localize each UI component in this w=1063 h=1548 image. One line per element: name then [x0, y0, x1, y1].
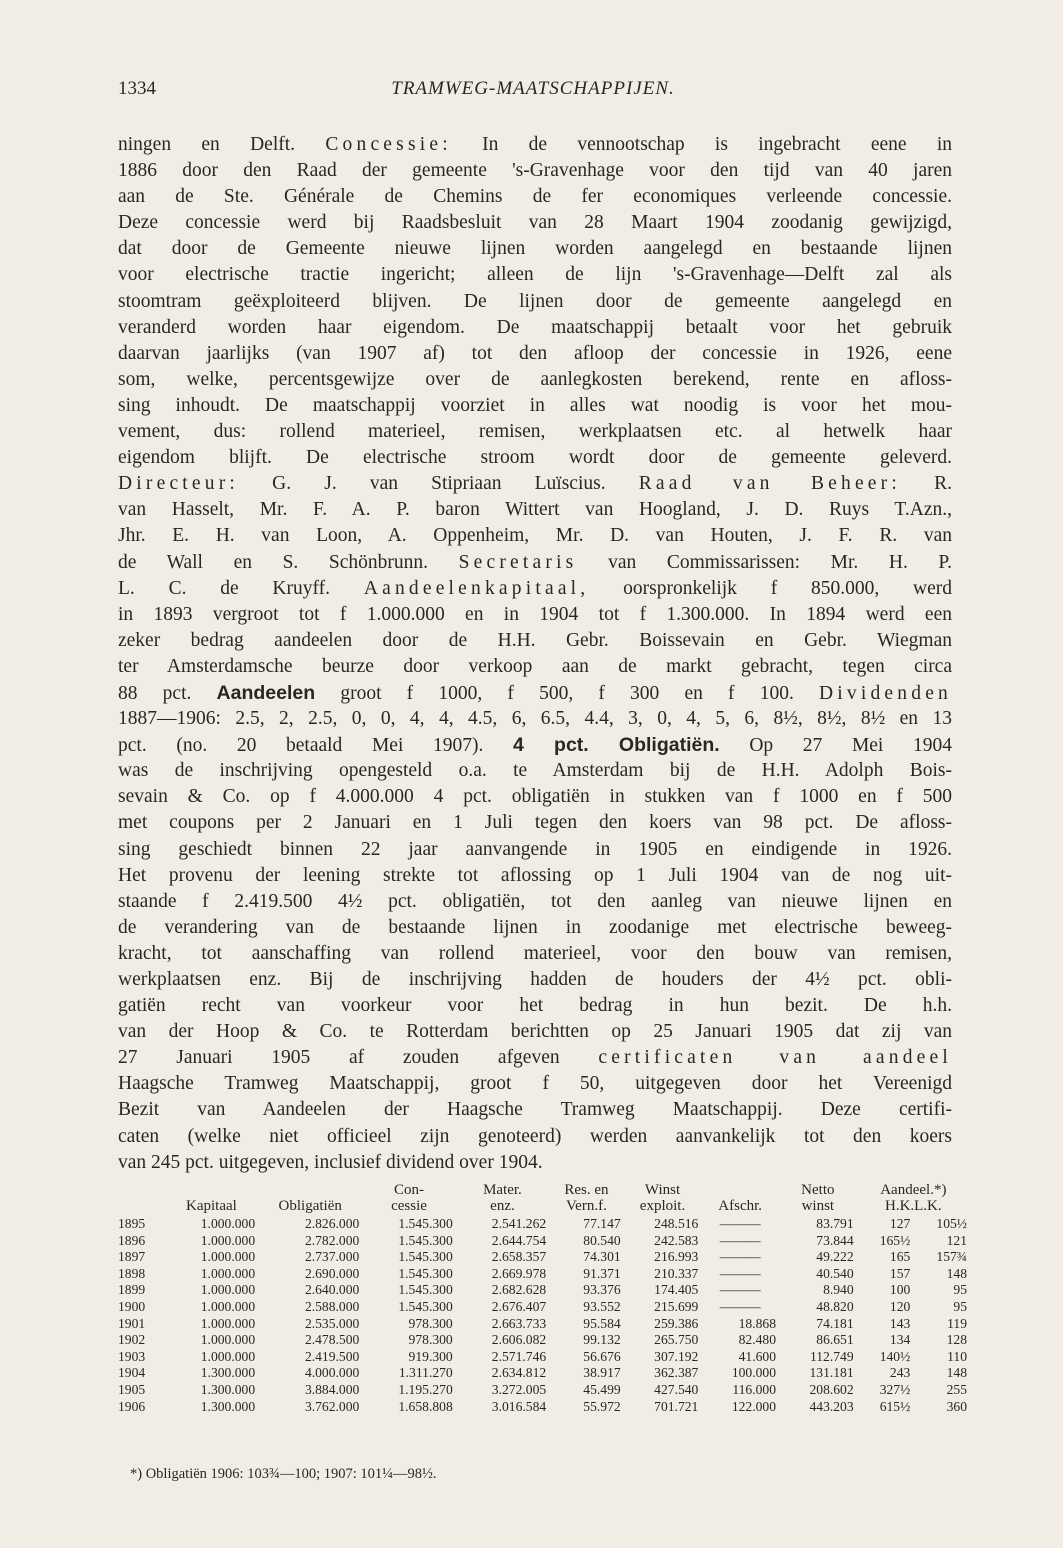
- text-segment: sing inhoudt. De maatschappij voorziet in alles wat noodig is voor het mou-: [118, 394, 952, 416]
- table-cell: 91.371: [583, 1265, 621, 1281]
- table-cell: 2.658.357: [491, 1249, 547, 1265]
- text-segment: voor electrische tractie ingericht; alleen de lijn 's-Gravenhage—Delft zal als: [118, 264, 952, 286]
- table-cell: ———: [719, 1298, 761, 1314]
- text-line: [118, 967, 952, 993]
- column-header: Res. en Vern.f.: [564, 1182, 609, 1214]
- table-cell: 105½: [936, 1216, 967, 1231]
- column-header: Winst exploit.: [639, 1182, 686, 1214]
- table-cell: 45.499: [583, 1381, 621, 1397]
- running-title: TRAMWEG-MAATSCHAPPIJEN.: [391, 78, 675, 99]
- table-cell: 74.181: [816, 1315, 854, 1331]
- table-cell: 443.203: [809, 1398, 854, 1414]
- text-segment: In de vennootschap is ingebracht eene in: [451, 134, 952, 155]
- table-cell: 49.222: [816, 1249, 854, 1265]
- table-row: [118, 1382, 970, 1399]
- bold-heading: 4 pct. Obligatiën.: [513, 734, 720, 757]
- text-line: [118, 628, 952, 654]
- table-cell: 131.181: [809, 1365, 854, 1381]
- table-cell: 978.300: [408, 1315, 453, 1331]
- text-segment: van der Hoop & Co. te Rotterdam berichtten op 25 Januari 1905 dat zij van: [118, 1021, 952, 1043]
- table-cell: 2.644.754: [491, 1232, 547, 1248]
- text-line: [118, 784, 952, 810]
- spaced-keyword: Directeur:: [118, 473, 240, 495]
- table-row: [118, 1349, 970, 1366]
- bold-heading: Aandeelen: [216, 681, 316, 704]
- table-cell: 2.669.978: [491, 1265, 547, 1281]
- table-cell: 128: [946, 1332, 967, 1348]
- table-cell: 1.195.270: [398, 1381, 453, 1397]
- table-cell: 3.016.584: [491, 1398, 547, 1414]
- text-line: [118, 576, 952, 602]
- text-line: [118, 680, 952, 706]
- column-header: Con- cessie: [391, 1182, 427, 1214]
- year-cell: 1905: [118, 1381, 146, 1397]
- table-cell: 80.540: [583, 1232, 621, 1248]
- table-cell: 1.000.000: [200, 1232, 256, 1248]
- table-row: [118, 1365, 970, 1382]
- year-cell: 1895: [118, 1216, 146, 1231]
- text-segment: 27 Januari 1905 af zouden afgeven: [118, 1047, 599, 1069]
- text-segment: aan de Ste. Générale de Chemins de fer economiques verleende concessie.: [118, 186, 952, 208]
- table-cell: 119: [947, 1315, 967, 1331]
- table-row: [118, 1282, 970, 1299]
- table-cell: 143: [889, 1315, 911, 1331]
- table-cell: 82.480: [738, 1332, 776, 1348]
- spaced-keyword: Aandeelenkapitaal,: [363, 577, 590, 599]
- table-cell: 3.884.000: [304, 1381, 360, 1397]
- table-row: [118, 1266, 970, 1283]
- text-segment: de Wall en S. Schönbrunn.: [118, 551, 459, 573]
- text-line: [118, 1019, 952, 1045]
- spaced-keyword: Dividenden: [819, 682, 952, 704]
- table-cell: 1.311.270: [398, 1365, 453, 1381]
- table-cell: 55.972: [583, 1398, 621, 1414]
- table-row: [118, 1249, 970, 1266]
- text-segment: oorspronkelijk f 850.000, werd: [589, 577, 952, 599]
- table-cell: 2.634.812: [491, 1365, 547, 1381]
- table-cell: ———: [719, 1232, 761, 1248]
- text-segment: daarvan jaarlijks (van 1907 af) tot den afloop der concessie in 1926, eene: [118, 342, 952, 364]
- text-segment: kracht, tot aanschaffing van rollend materieel, voor den bouw van remisen,: [118, 942, 952, 964]
- table-cell: 148: [946, 1265, 967, 1281]
- text-segment: sevain & Co. op f 4.000.000 4 pct. obligatiën in stukken van f 1000 en f 500: [118, 786, 952, 808]
- table-cell: 243: [889, 1365, 911, 1381]
- text-segment: Jhr. E. H. van Loon, A. Oppenheim, Mr. D. van Houten, J. F. R. van: [118, 525, 952, 547]
- table-row: [118, 1332, 970, 1349]
- text-line: [118, 1045, 952, 1071]
- table-cell: 110: [947, 1348, 967, 1364]
- table-cell: 2.826.000: [304, 1216, 360, 1231]
- table-cell: 100.000: [731, 1365, 776, 1381]
- year-cell: 1903: [118, 1348, 146, 1364]
- text-line: [118, 497, 952, 523]
- table-row: [118, 1316, 970, 1333]
- column-header: Mater. enz.: [483, 1182, 522, 1214]
- text-line: [118, 993, 952, 1019]
- text-line: [118, 158, 952, 184]
- table-cell: 157¾: [936, 1249, 967, 1265]
- table-cell: 2.663.733: [491, 1315, 547, 1331]
- text-line: [118, 315, 952, 341]
- text-segment: 88 pct.: [118, 682, 217, 704]
- table-cell: 208.602: [809, 1381, 854, 1397]
- table-cell: 2.737.000: [304, 1249, 360, 1265]
- text-line: [118, 341, 952, 367]
- text-line: [118, 1097, 952, 1123]
- year-cell: 1900: [118, 1298, 146, 1314]
- spaced-keyword: Concessie:: [325, 134, 452, 155]
- table-cell: 265.750: [654, 1332, 699, 1348]
- text-line: [118, 523, 952, 549]
- table-cell: 4.000.000: [304, 1365, 360, 1381]
- text-segment: groot f 1000, f 500, f 300 en f 100.: [315, 682, 820, 704]
- table-cell: 1.545.300: [398, 1298, 453, 1314]
- table-cell: 3.762.000: [304, 1398, 360, 1414]
- table-cell: 362.387: [654, 1365, 699, 1381]
- table-cell: 2.571.746: [491, 1348, 547, 1364]
- year-cell: 1901: [118, 1315, 146, 1331]
- table-cell: 1.658.808: [398, 1398, 453, 1414]
- table-cell: 121: [946, 1232, 967, 1248]
- text-line: [118, 1150, 952, 1176]
- table-cell: 215.699: [654, 1298, 699, 1314]
- text-line: [118, 1071, 952, 1097]
- table-cell: 1.000.000: [200, 1282, 256, 1298]
- table-cell: 165: [889, 1249, 911, 1265]
- text-segment: Bezit van Aandeelen der Haagsche Tramweg Maatschappij. Deze certifi-: [118, 1099, 952, 1121]
- text-line: [118, 367, 952, 393]
- table-cell: 2.676.407: [491, 1298, 547, 1314]
- table-cell: 1.000.000: [200, 1332, 256, 1348]
- table-body: [118, 1216, 970, 1415]
- table-cell: 74.301: [583, 1249, 621, 1265]
- table-cell: 1.545.300: [398, 1265, 453, 1281]
- spaced-keyword: Raad van Beheer:: [638, 473, 901, 495]
- table-cell: 2.690.000: [304, 1265, 360, 1281]
- table-cell: 93.552: [583, 1298, 621, 1314]
- text-line: [118, 289, 952, 315]
- text-line: [118, 184, 952, 210]
- table-cell: 1.000.000: [200, 1249, 256, 1265]
- text-line: [118, 602, 952, 628]
- column-header: Kapitaal: [186, 1198, 237, 1214]
- table-cell: 38.917: [583, 1365, 621, 1381]
- table-cell: 1.000.000: [200, 1315, 256, 1331]
- year-cell: 1898: [118, 1265, 146, 1281]
- text-line: [118, 419, 952, 445]
- table-cell: ———: [719, 1265, 761, 1281]
- text-line: [118, 915, 952, 941]
- table-cell: 40.540: [816, 1265, 854, 1281]
- column-header: Netto winst: [801, 1182, 835, 1214]
- text-segment: Op 27 Mei 1904: [719, 735, 952, 757]
- table-cell: 127: [889, 1216, 911, 1231]
- text-segment: som, welke, percentsgewijze over de aanlegkosten berekend, rente en afloss-: [118, 368, 952, 390]
- year-cell: 1906: [118, 1398, 146, 1414]
- financial-table: [118, 1182, 970, 1415]
- text-segment: 1887—1906: 2.5, 2, 2.5, 0, 0, 4, 4, 4.5, 6, 6.5, 4.4, 3, 0, 4, 5, 6, 8½, 8½, 8½ en 13: [118, 708, 952, 730]
- text-line: [118, 393, 952, 419]
- year-cell: 1902: [118, 1332, 146, 1348]
- page-header: [118, 78, 948, 108]
- table-cell: 73.844: [816, 1232, 854, 1248]
- text-segment: stoomtram geëxploiteerd blijven. De lijnen door de gemeente aangelegd en: [118, 290, 952, 312]
- table-cell: 2.419.500: [304, 1348, 360, 1364]
- year-cell: 1896: [118, 1232, 146, 1248]
- table-cell: ———: [719, 1282, 761, 1298]
- text-segment: gatiën recht van voorkeur voor het bedrag in hun bezit. De h.h.: [118, 995, 952, 1017]
- text-segment: eigendom blijft. De electrische stroom wordt door de gemeente geleverd.: [118, 447, 952, 469]
- table-cell: 122.000: [731, 1398, 776, 1414]
- table-cell: 701.721: [654, 1398, 699, 1414]
- text-segment: dat door de Gemeente nieuwe lijnen worden aangelegd en bestaande lijnen: [118, 238, 952, 260]
- text-line: [118, 941, 952, 967]
- table-cell: 95: [953, 1282, 967, 1298]
- table-cell: 116.000: [732, 1381, 776, 1397]
- table-cell: 1.545.300: [398, 1216, 453, 1231]
- table-cell: 1.545.300: [398, 1249, 453, 1265]
- table-cell: 216.993: [654, 1249, 699, 1265]
- text-line: [118, 837, 952, 863]
- table-cell: 2.588.000: [304, 1298, 360, 1314]
- text-segment: staande f 2.419.500 4½ pct. obligatiën, tot den aanleg van nieuwe lijnen en: [118, 890, 952, 912]
- table-row: [118, 1399, 970, 1416]
- column-header: Aandeel.*) H.K.L.K.: [880, 1182, 947, 1214]
- year-cell: 1904: [118, 1365, 146, 1381]
- text-line: [118, 758, 952, 784]
- text-line: [118, 210, 952, 236]
- table-cell: 1.000.000: [200, 1265, 256, 1281]
- text-line: [118, 262, 952, 288]
- table-cell: 2.541.262: [491, 1216, 547, 1231]
- table-cell: 1.300.000: [200, 1365, 256, 1381]
- table-cell: 1.000.000: [200, 1348, 256, 1364]
- table-cell: ———: [719, 1216, 761, 1231]
- table-row: [118, 1233, 970, 1250]
- table-cell: 41.600: [738, 1348, 776, 1364]
- text-segment: sing geschiedt binnen 22 jaar aanvangende in 1905 en eindigende in 1926.: [118, 838, 952, 860]
- table-cell: 427.540: [654, 1381, 699, 1397]
- table-cell: 242.583: [654, 1232, 699, 1248]
- table-cell: ———: [719, 1249, 761, 1265]
- year-cell: 1899: [118, 1282, 146, 1298]
- table-cell: 148: [946, 1365, 967, 1381]
- table-cell: 112.749: [809, 1348, 854, 1364]
- text-segment: ter Amsterdamsche beurze door verkoop aan de markt gebracht, tegen circa: [118, 655, 952, 677]
- table-cell: 48.820: [816, 1298, 854, 1314]
- table-cell: 93.376: [583, 1282, 621, 1298]
- table-cell: 1.000.000: [200, 1298, 256, 1314]
- page-number: 1334: [118, 78, 156, 99]
- table-cell: 134: [889, 1332, 911, 1348]
- table-cell: 327½: [879, 1381, 911, 1397]
- text-segment: in 1893 vergroot tot f 1.000.000 en in 1904 tot f 1.300.000. In 1894 werd een: [118, 603, 952, 625]
- text-segment: 1886 door den Raad der gemeente 's-Gravenhage voor den tijd van 40 jaren: [118, 160, 952, 182]
- text-segment: van Hasselt, Mr. F. A. P. baron Wittert van Hoogland, J. D. Ruys T.Azn.,: [118, 499, 952, 521]
- text-line: [118, 863, 952, 889]
- text-segment: zeker bedrag aandeelen door de H.H. Gebr. Boissevain en Gebr. Wiegman: [118, 629, 952, 651]
- text-line: [118, 732, 952, 758]
- table-cell: 120: [889, 1298, 911, 1314]
- table-cell: 2.682.628: [491, 1282, 547, 1298]
- table-cell: 56.676: [583, 1348, 621, 1364]
- column-header: [118, 1182, 165, 1216]
- table-footnote: *) Obligatiën 1906: 103¾—100; 1907: 101¼—98½.: [130, 1466, 437, 1482]
- text-segment: werkplaatsen enz. Bij de inschrijving hadden de houders der 4½ pct. obli-: [118, 969, 952, 990]
- table-cell: 140½: [879, 1348, 911, 1364]
- table-cell: 2.535.000: [304, 1315, 360, 1331]
- text-line: [118, 445, 952, 471]
- text-line: [118, 236, 952, 262]
- table-cell: 2.478.500: [304, 1332, 360, 1348]
- table-cell: 3.272.005: [491, 1381, 547, 1397]
- text-segment: van Commissarissen: Mr. H. P.: [577, 551, 952, 573]
- text-line: [118, 550, 952, 576]
- table-cell: 2.606.082: [491, 1332, 547, 1348]
- table-cell: 615½: [879, 1398, 911, 1414]
- body-paragraph: [118, 132, 952, 1176]
- table-cell: 1.545.300: [398, 1232, 453, 1248]
- column-header: Obligatiën: [278, 1198, 342, 1214]
- table-cell: 2.640.000: [304, 1282, 360, 1298]
- table-cell: 99.132: [583, 1332, 621, 1348]
- table-cell: 919.300: [408, 1348, 453, 1364]
- table-cell: 978.300: [408, 1332, 453, 1348]
- text-segment: veranderd worden haar eigendom. De maatschappij betaalt voor het gebruik: [118, 316, 952, 338]
- table-cell: 360: [946, 1398, 967, 1414]
- year-cell: 1897: [118, 1249, 146, 1265]
- text-segment: pct. (no. 20 betaald Mei 1907).: [118, 735, 514, 757]
- text-segment: Het provenu der leening strekte tot aflossing op 1 Juli 1904 van de nog uit-: [118, 864, 952, 886]
- text-line: [118, 706, 952, 732]
- text-segment: met coupons per 2 Januari en 1 Juli tegen den koers van 98 pct. De afloss-: [118, 812, 952, 834]
- table-row: [118, 1216, 970, 1233]
- text-segment: de verandering van de bestaande lijnen in zoodanige met electrische beweeg-: [118, 916, 952, 938]
- text-line: [118, 1124, 952, 1150]
- table-cell: 307.192: [654, 1348, 699, 1364]
- text-segment: G. J. van Stipriaan Luïscius.: [239, 473, 639, 495]
- table-cell: 77.147: [583, 1216, 621, 1231]
- table-cell: 1.300.000: [200, 1398, 256, 1414]
- text-line: [118, 654, 952, 680]
- text-segment: Deze concessie werd bij Raadsbesluit van 28 Maart 1904 zoodanig gewijzigd,: [118, 212, 952, 234]
- text-line: [118, 810, 952, 836]
- table-cell: 1.300.000: [200, 1381, 256, 1397]
- table-header-row: [118, 1182, 970, 1216]
- table-cell: 2.782.000: [304, 1232, 360, 1248]
- spaced-keyword: Secretaris: [458, 551, 578, 573]
- text-segment: Haagsche Tramweg Maatschappij, groot f 50, uitgegeven door het Vereenigd: [118, 1073, 952, 1095]
- table-cell: 1.000.000: [200, 1216, 256, 1231]
- text-line: [118, 471, 952, 497]
- text-segment: vement, dus: rollend materieel, remisen, werkplaatsen etc. al hetwelk haar: [118, 421, 952, 443]
- table-cell: 157: [889, 1265, 911, 1281]
- table-cell: 174.405: [654, 1282, 699, 1298]
- text-segment: ningen en Delft.: [118, 134, 326, 155]
- text-segment: L. C. de Kruyff.: [118, 577, 364, 599]
- text-segment: was de inschrijving opengesteld o.a. te Amsterdam bij de H.H. Adolph Bois-: [118, 760, 952, 782]
- table-cell: 95: [953, 1298, 967, 1314]
- table-cell: 259.386: [654, 1315, 699, 1331]
- table-cell: 83.791: [816, 1216, 854, 1231]
- table-cell: 8.940: [823, 1282, 854, 1298]
- table-row: [118, 1299, 970, 1316]
- column-header: Afschr.: [718, 1198, 763, 1214]
- table-cell: 18.868: [738, 1315, 776, 1331]
- text-line: [118, 132, 952, 158]
- table-cell: 86.651: [816, 1332, 854, 1348]
- table-cell: 248.516: [654, 1216, 699, 1231]
- table-cell: 1.545.300: [398, 1282, 453, 1298]
- table-cell: 210.337: [654, 1265, 699, 1281]
- text-segment: caten (welke niet officieel zijn genoteerd) werden aanvankelijk tot den koers: [118, 1125, 952, 1147]
- text-line: [118, 889, 952, 915]
- text-segment: R.: [900, 473, 952, 495]
- spaced-keyword: certificaten van aandeel: [598, 1047, 952, 1069]
- table-cell: 165½: [879, 1232, 911, 1248]
- table-cell: 95.584: [583, 1315, 621, 1331]
- table-cell: 100: [889, 1282, 911, 1298]
- text-segment: van 245 pct. uitgegeven, inclusief dividend over 1904.: [118, 1151, 543, 1173]
- table-cell: 255: [946, 1381, 967, 1397]
